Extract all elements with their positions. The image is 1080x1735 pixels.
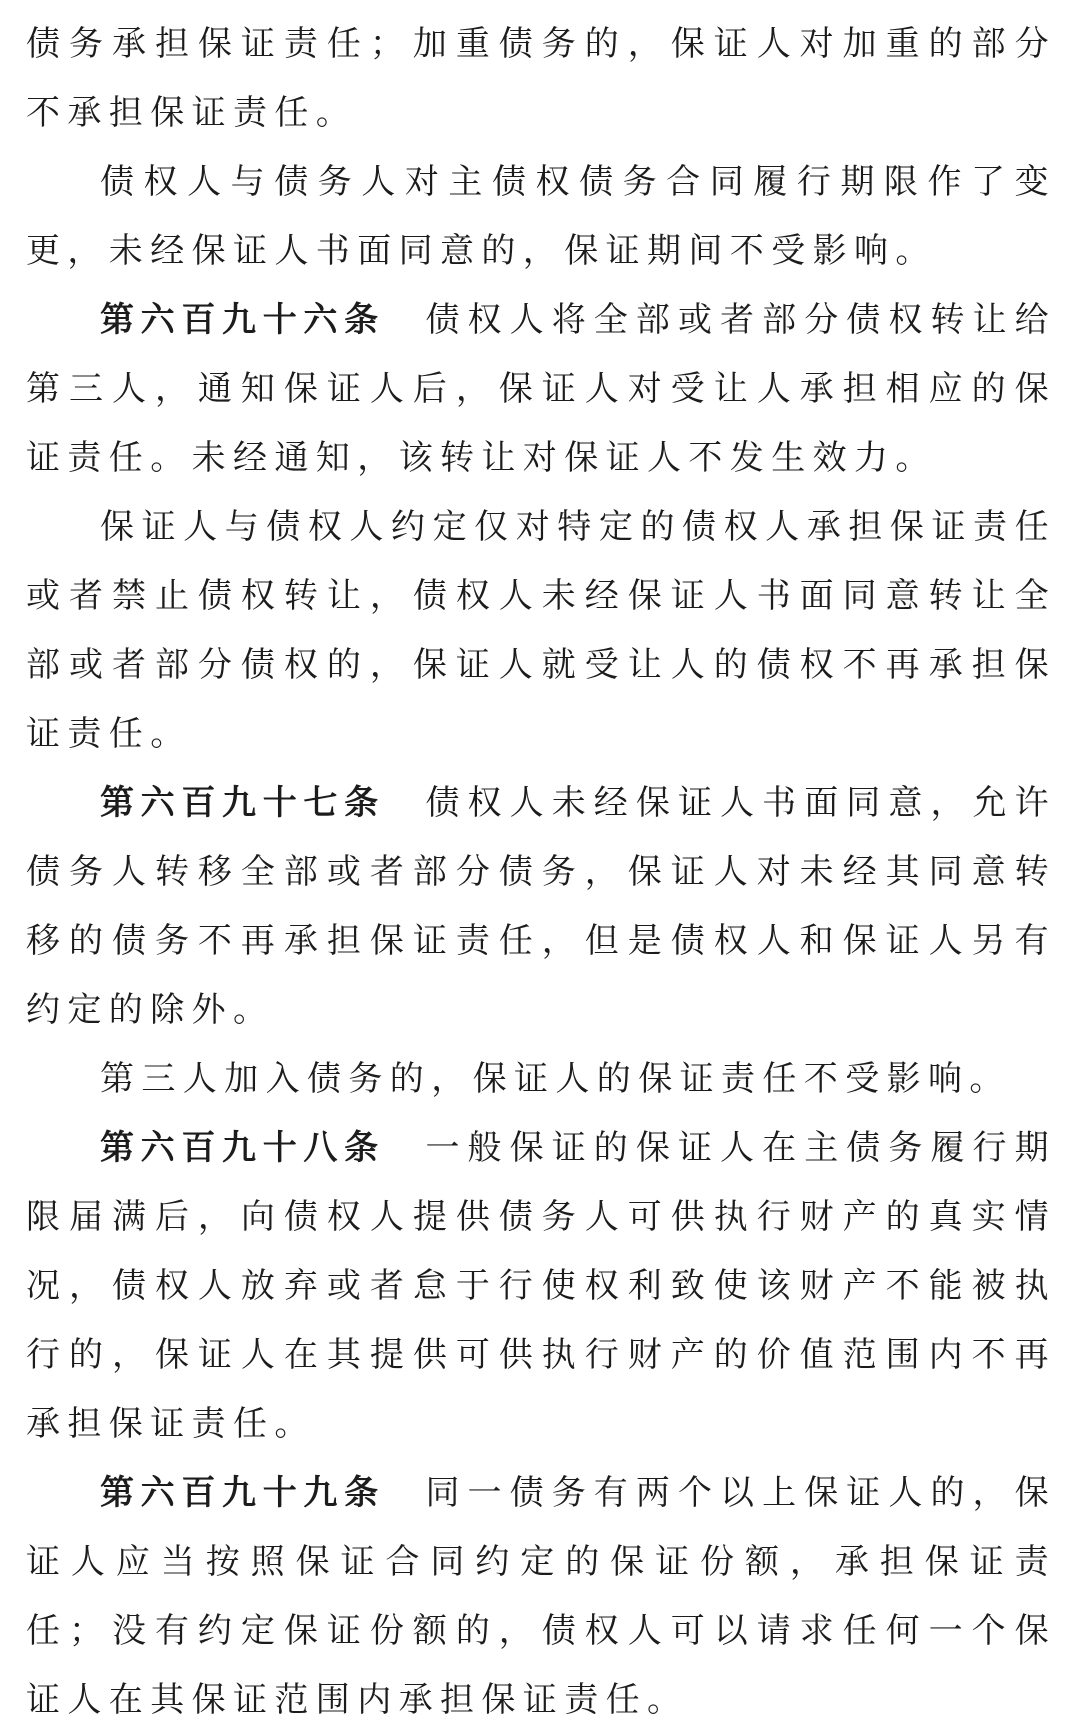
paragraph-text: 债务承担保证责任；加重债务的，保证人对加重的部分不承担保证责任。 — [26, 24, 1056, 133]
article-heading: 第六百九十九条 — [100, 1473, 385, 1513]
article-paragraph — [26, 286, 1056, 493]
article-heading: 第六百九十七条 — [100, 783, 385, 823]
paragraph — [26, 1045, 1056, 1114]
paragraph-text: 第三人加入债务的，保证人的保证责任不受影响。 — [100, 1059, 1011, 1099]
document-body — [26, 10, 1056, 1735]
paragraph-text: 债权人将全部或者部分债权转让给第三人，通知保证人后，保证人对受让人承担相应的保证责任。未经通知，该转让对保证人不发生效力。 — [26, 300, 1057, 478]
paragraph-text: 债权人未经保证人书面同意，允许债务人转移全部或者部分债务，保证人对未经其同意转移的债务不再承担保证责任，但是债权人和保证人另有约定的除外。 — [26, 783, 1057, 1030]
paragraph-text: 债权人与债务人对主债权债务合同履行期限作了变更，未经保证人书面同意的，保证期间不受影响。 — [26, 162, 1056, 271]
paragraph-text: 一般保证的保证人在主债务履行期限届满后，向债权人提供债务人可供执行财产的真实情况，债权人放弃或者怠于行使权利致使该财产不能被执行的，保证人在其提供可供执行财产的价值范围内不再承担保证责任。 — [26, 1128, 1057, 1444]
paragraph-text: 同一债务有两个以上保证人的，保证人应当按照保证合同约定的保证份额，承担保证责任；没有约定保证份额的，债权人可以请求任何一个保证人在其保证范围内承担保证责任。 — [26, 1473, 1057, 1720]
paragraph-text: 保证人与债权人约定仅对特定的债权人承担保证责任或者禁止债权转让，债权人未经保证人书面同意转让全部或者部分债权的，保证人就受让人的债权不再承担保证责任。 — [26, 507, 1056, 754]
paragraph — [26, 148, 1056, 286]
article-paragraph — [26, 1459, 1056, 1735]
article-paragraph — [26, 1114, 1056, 1459]
paragraph — [26, 493, 1056, 769]
article-heading: 第六百九十六条 — [100, 300, 385, 340]
article-paragraph — [26, 769, 1056, 1045]
paragraph — [26, 10, 1056, 148]
article-heading: 第六百九十八条 — [100, 1128, 385, 1168]
